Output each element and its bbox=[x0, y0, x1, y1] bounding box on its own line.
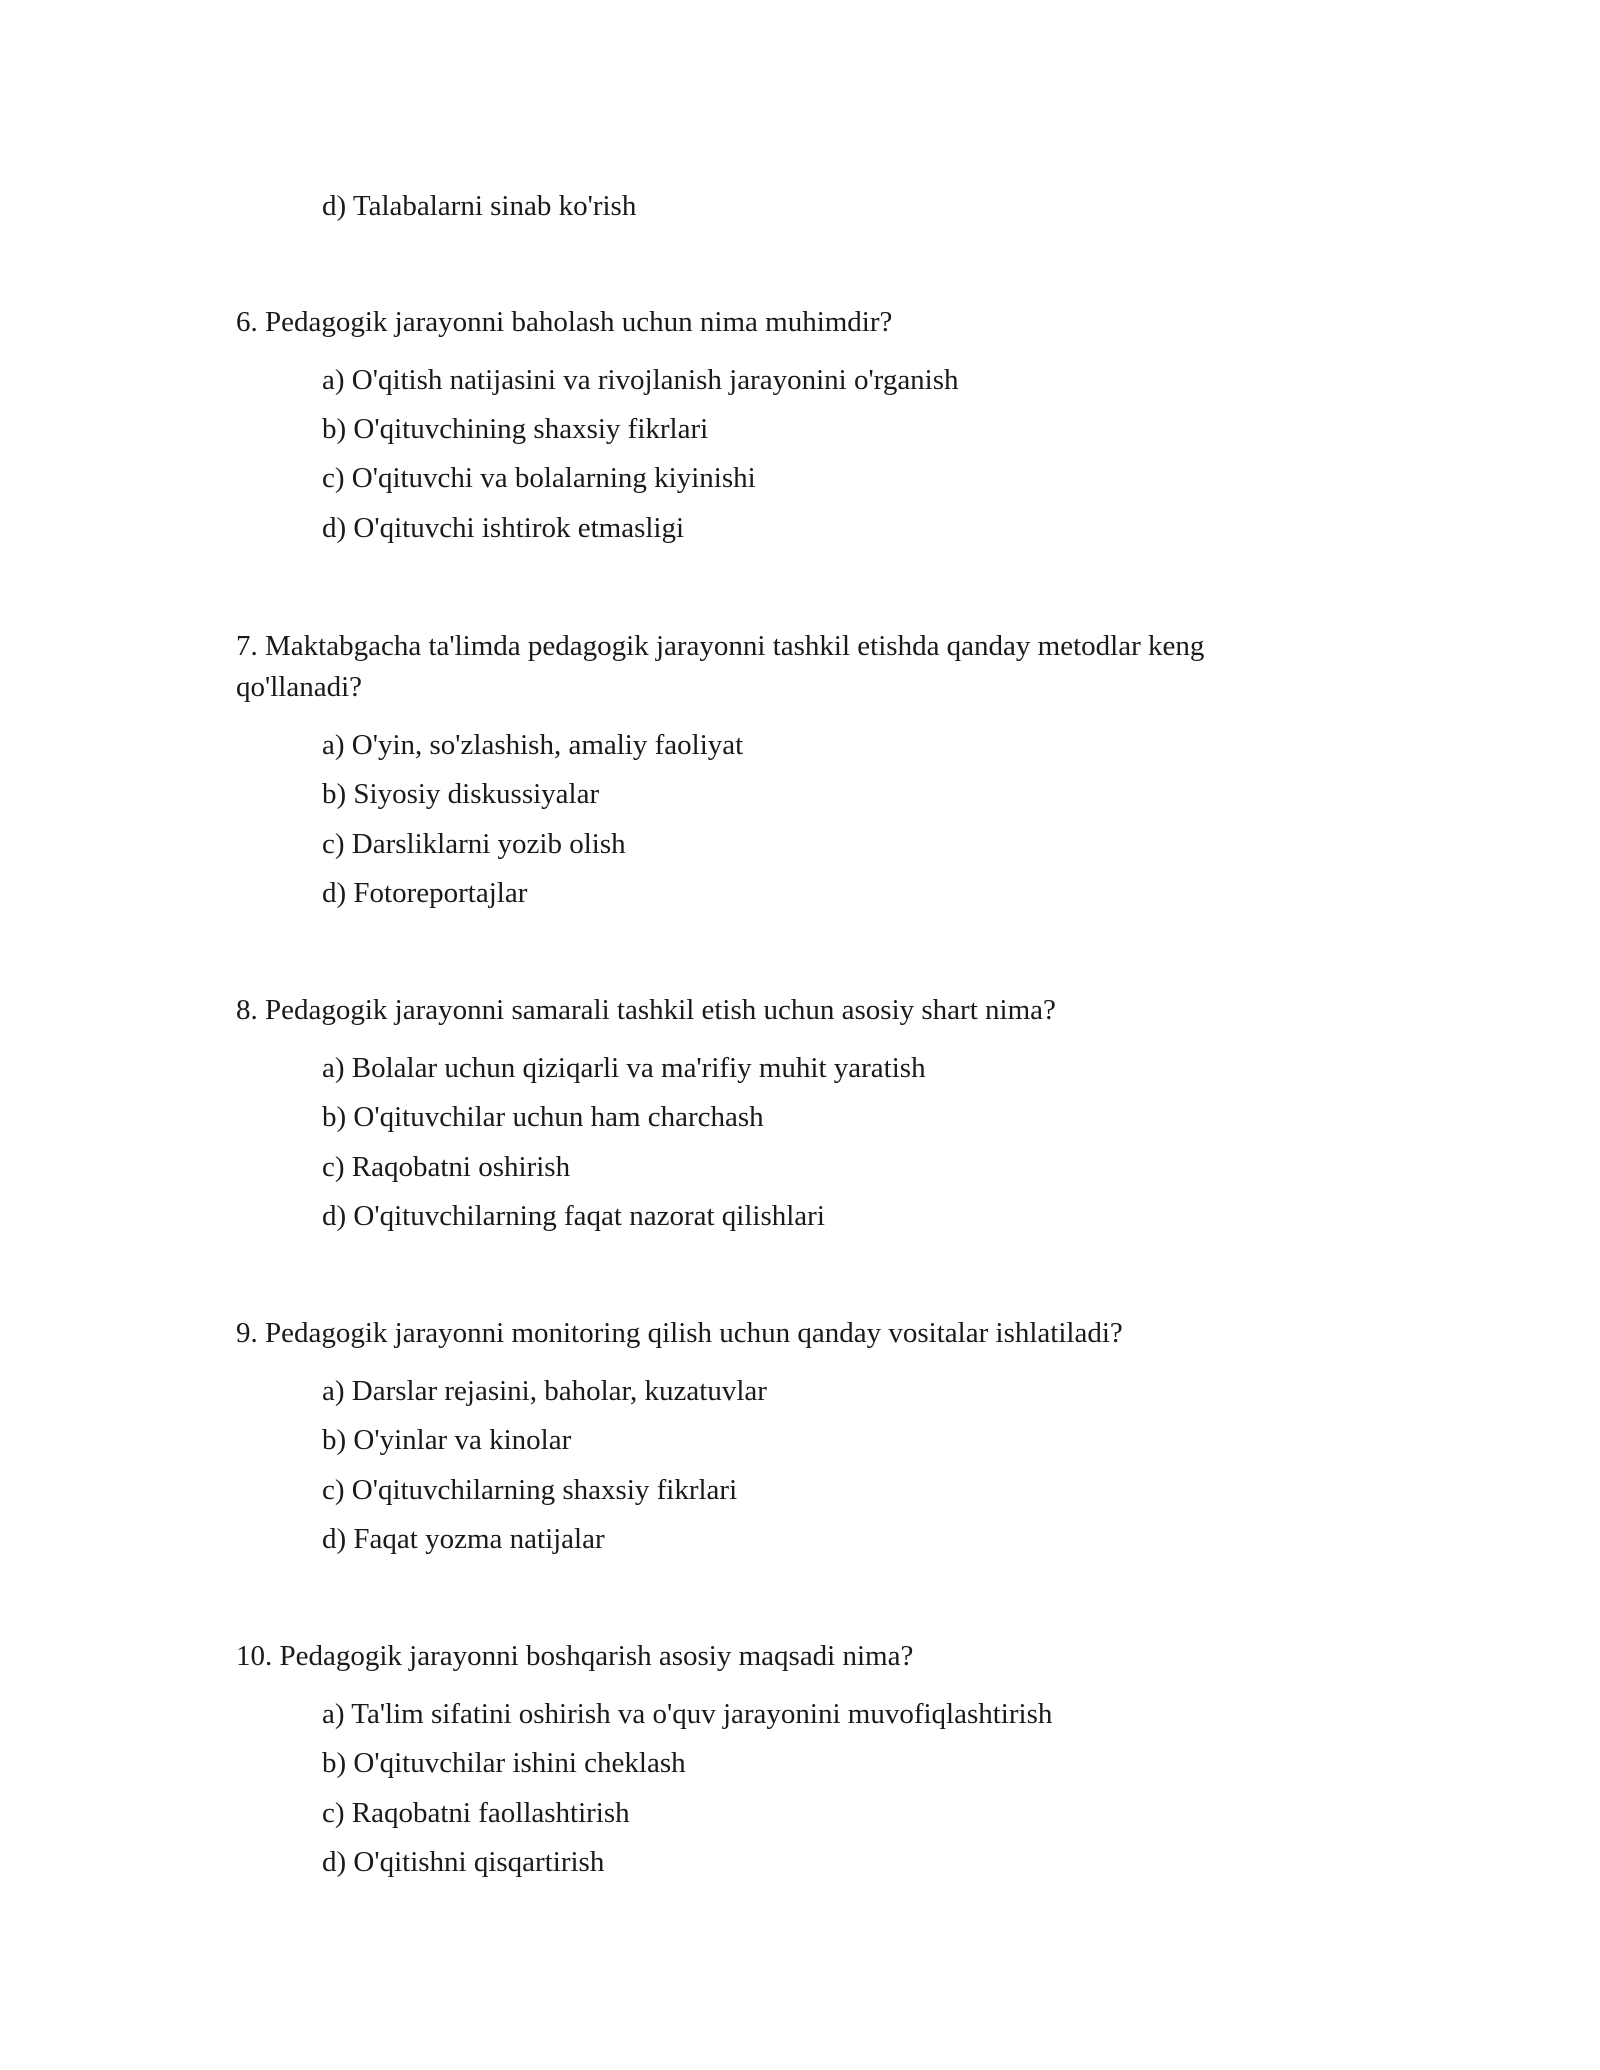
question-10-option-b: b) O'qituvchilar ishini cheklash bbox=[322, 1747, 686, 1779]
question-8-text: 8. Pedagogik jarayonni samarali tashkil etish uchun asosiy shart nima? bbox=[236, 994, 1056, 1026]
question-10-option-c: c) Raqobatni faollashtirish bbox=[322, 1797, 630, 1829]
question-9-text: 9. Pedagogik jarayonni monitoring qilish uchun qanday vositalar ishlatiladi? bbox=[236, 1317, 1123, 1349]
question-7-option-c: c) Darsliklarni yozib olish bbox=[322, 828, 626, 860]
question-7-text-continued: qo'llanadi? bbox=[236, 671, 363, 703]
question-7-text: 7. Maktabgacha ta'limda pedagogik jarayonni tashkil etishda qanday metodlar keng bbox=[236, 630, 1205, 662]
question-9-option-a: a) Darslar rejasini, baholar, kuzatuvlar bbox=[322, 1375, 767, 1407]
question-6-option-b: b) O'qituvchining shaxsiy fikrlari bbox=[322, 413, 709, 445]
question-9-option-c: c) O'qituvchilarning shaxsiy fikrlari bbox=[322, 1474, 738, 1506]
question-7-option-d: d) Fotoreportajlar bbox=[322, 877, 528, 909]
carryover-option: d) Talabalarni sinab ko'rish bbox=[322, 190, 637, 222]
question-8-option-b: b) O'qituvchilar uchun ham charchash bbox=[322, 1101, 764, 1133]
question-10-text: 10. Pedagogik jarayonni boshqarish asosiy maqsadi nima? bbox=[236, 1640, 914, 1672]
question-6-option-d: d) O'qituvchi ishtirok etmasligi bbox=[322, 512, 685, 544]
question-10-option-d: d) O'qitishni qisqartirish bbox=[322, 1846, 605, 1878]
question-6-option-a: a) O'qitish natijasini va rivojlanish jarayonini o'rganish bbox=[322, 364, 959, 396]
question-7-option-b: b) Siyosiy diskussiyalar bbox=[322, 778, 600, 810]
question-8-option-d: d) O'qituvchilarning faqat nazorat qilishlari bbox=[322, 1200, 825, 1232]
question-10-option-a: a) Ta'lim sifatini oshirish va o'quv jarayonini muvofiqlashtirish bbox=[322, 1698, 1053, 1730]
question-7-option-a: a) O'yin, so'zlashish, amaliy faoliyat bbox=[322, 729, 744, 761]
question-9-option-b: b) O'yinlar va kinolar bbox=[322, 1424, 572, 1456]
question-6-text: 6. Pedagogik jarayonni baholash uchun nima muhimdir? bbox=[236, 306, 893, 338]
question-6-option-c: c) O'qituvchi va bolalarning kiyinishi bbox=[322, 462, 756, 494]
question-8-option-a: a) Bolalar uchun qiziqarli va ma'rifiy muhit yaratish bbox=[322, 1052, 926, 1084]
question-8-option-c: c) Raqobatni oshirish bbox=[322, 1151, 571, 1183]
question-9-option-d: d) Faqat yozma natijalar bbox=[322, 1523, 605, 1555]
